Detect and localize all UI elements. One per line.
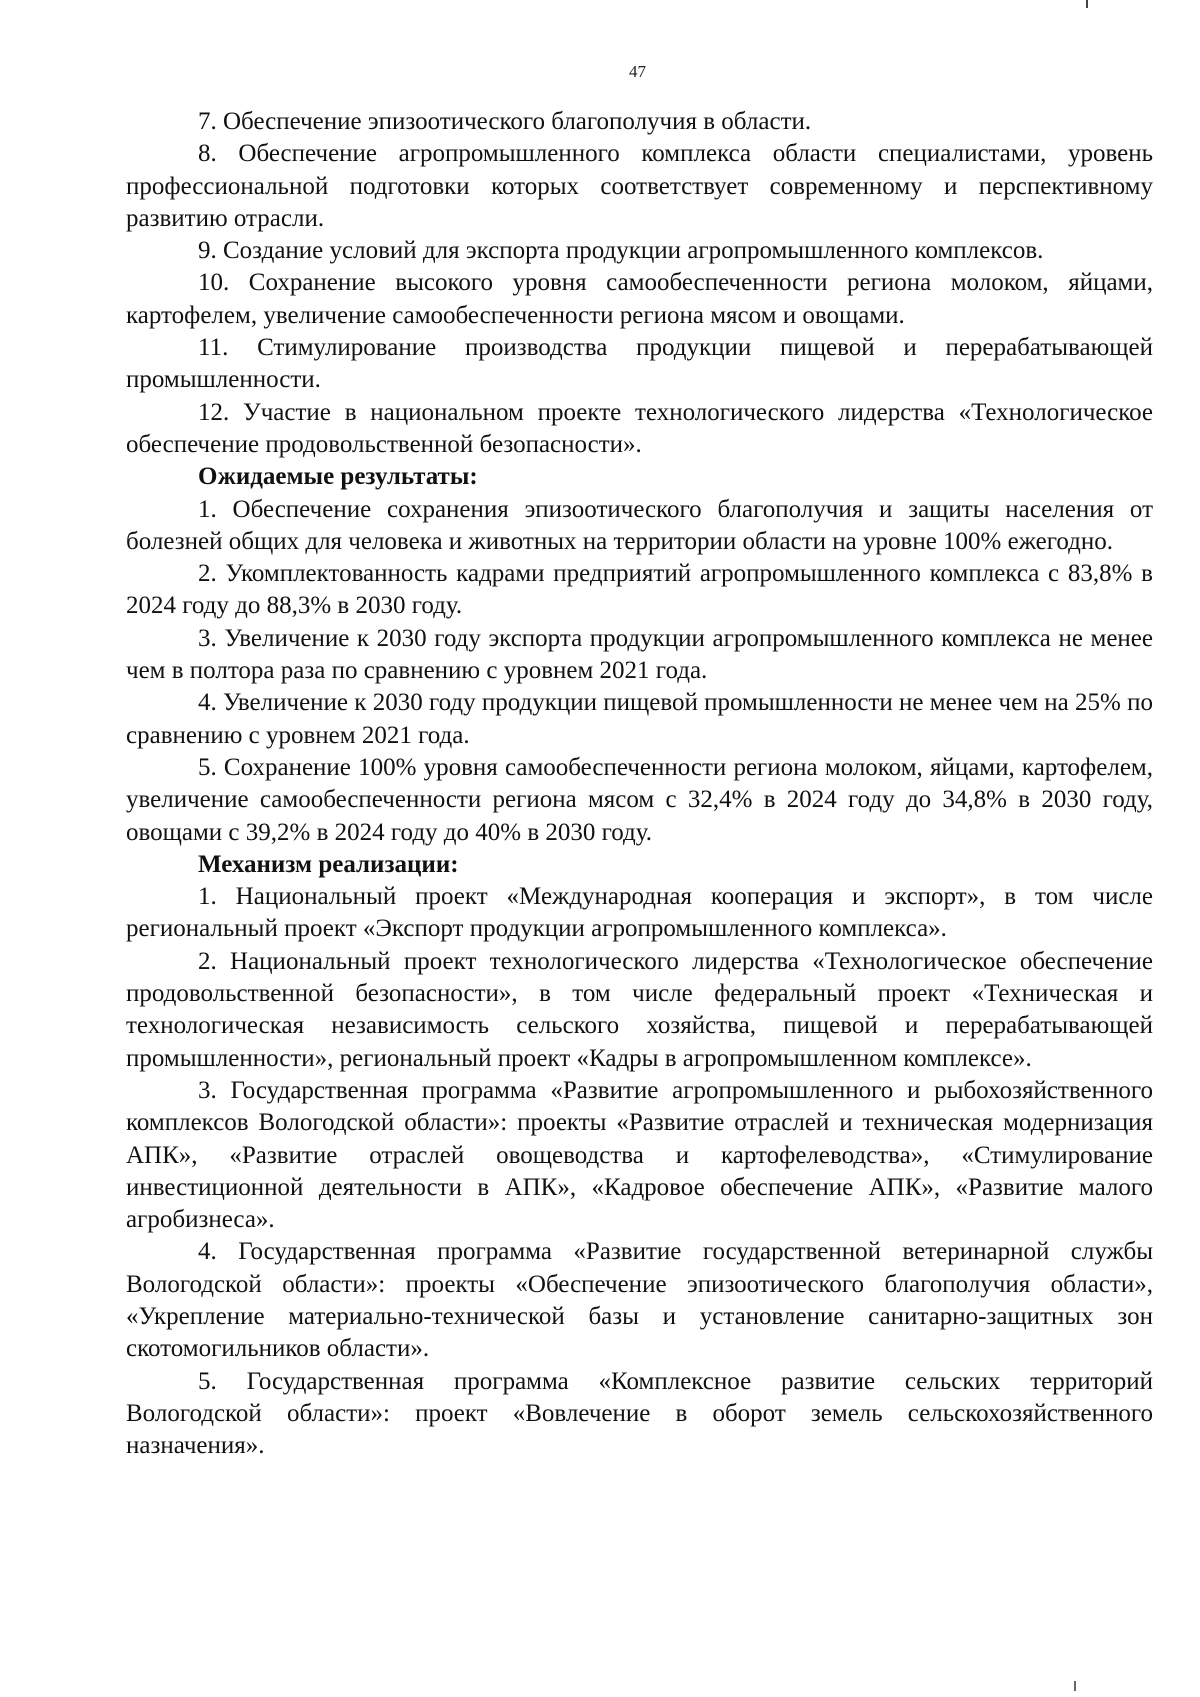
mechanism-item: 2. Национальный проект технологического лидерства «Технологическое обеспечение продовольственной безопасности», в том числе федеральный проект «Техническая и технологическая независимость сельского хозяйства, пищевой и перерабатывающей промышленности», региональный проект «Кадры в агропромышленном комплексе». bbox=[126, 947, 1153, 1072]
expected-result-item: 1. Обеспечение сохранения эпизоотического благополучия и защиты населения от болезней общих для человека и животных на территории области на уровне 100% ежегодно. bbox=[126, 495, 1153, 555]
paragraph-item-7: 7. Обеспечение эпизоотического благополучия в области. bbox=[198, 108, 812, 135]
scan-mark bbox=[1086, 0, 1088, 8]
mechanism-item: 5. Государственная программа «Комплексное развитие сельских территорий Вологодской области»: проект «Вовлечение в оборот земель сельскохозяйственного назначения». bbox=[126, 1367, 1153, 1460]
expected-result-item: 4. Увеличение к 2030 году продукции пищевой промышленности не менее чем на 25% по сравнению с уровнем 2021 года. bbox=[126, 689, 1153, 749]
paragraph-item-12: 12. Участие в национальном проекте технологического лидерства «Технологическое обеспечение продовольственной безопасности». bbox=[126, 398, 1153, 458]
mechanism-item: 1. Национальный проект «Международная кооперация и экспорт», в том числе региональный проект «Экспорт продукции агропромышленного комплекса». bbox=[126, 883, 1153, 943]
mechanism-item: 3. Государственная программа «Развитие агропромышленного и рыбохозяйственного комплексов Вологодской области»: проекты «Развитие отраслей и техническая модернизация АПК», «Развитие отраслей овощеводства и картофелеводства», «Стимулирование инвестиционной деятельности в АПК», «Кадровое обеспечение АПК», «Развитие малого агробизнеса». bbox=[126, 1076, 1153, 1234]
expected-results-heading: Ожидаемые результаты: bbox=[198, 463, 478, 491]
expected-result-item: 3. Увеличение к 2030 году экспорта продукции агропромышленного комплекса не менее чем в полтора раза по сравнению с уровнем 2021 года. bbox=[126, 624, 1153, 685]
page-number: 47 bbox=[629, 62, 646, 81]
paragraph-item-11: 11. Стимулирование производства продукции пищевой и перерабатывающей промышленности. bbox=[126, 334, 1153, 394]
paragraph-item-10: 10. Сохранение высокого уровня самообеспеченности региона молоком, яйцами, картофелем, увеличение самообеспеченности региона мясом и овощами. bbox=[126, 269, 1153, 329]
paragraph-item-9: 9. Создание условий для экспорта продукции агропромышленного комплексов. bbox=[198, 237, 1044, 265]
expected-result-item: 2. Укомплектованность кадрами предприятий агропромышленного комплекса с 83,8% в 2024 году до 88,3% в 2030 году. bbox=[126, 560, 1153, 620]
paragraph-item-8: 8. Обеспечение агропромышленного комплекса области специалистами, уровень профессиональной подготовки которых соответствует современному и перспективному развитию отрасли. bbox=[126, 140, 1153, 232]
mechanism-heading: Механизм реализации: bbox=[198, 850, 459, 878]
scan-mark bbox=[1074, 1681, 1076, 1691]
mechanism-item: 4. Государственная программа «Развитие государственной ветеринарной службы Вологодской области»: проекты «Обеспечение эпизоотического благополучия области», «Укрепление материально-технической базы и установление санитарно-защитных зон скотомогильников области». bbox=[126, 1238, 1153, 1363]
page-content bbox=[126, 106, 1153, 1462]
expected-result-item: 5. Сохранение 100% уровня самообеспеченности региона молоком, яйцами, картофелем, увеличение самообеспеченности региона мясом с 32,4% в 2024 году до 34,8% в 2030 году, овощами с 39,2% в 2024 году до 40% в 2030 году. bbox=[126, 753, 1153, 846]
